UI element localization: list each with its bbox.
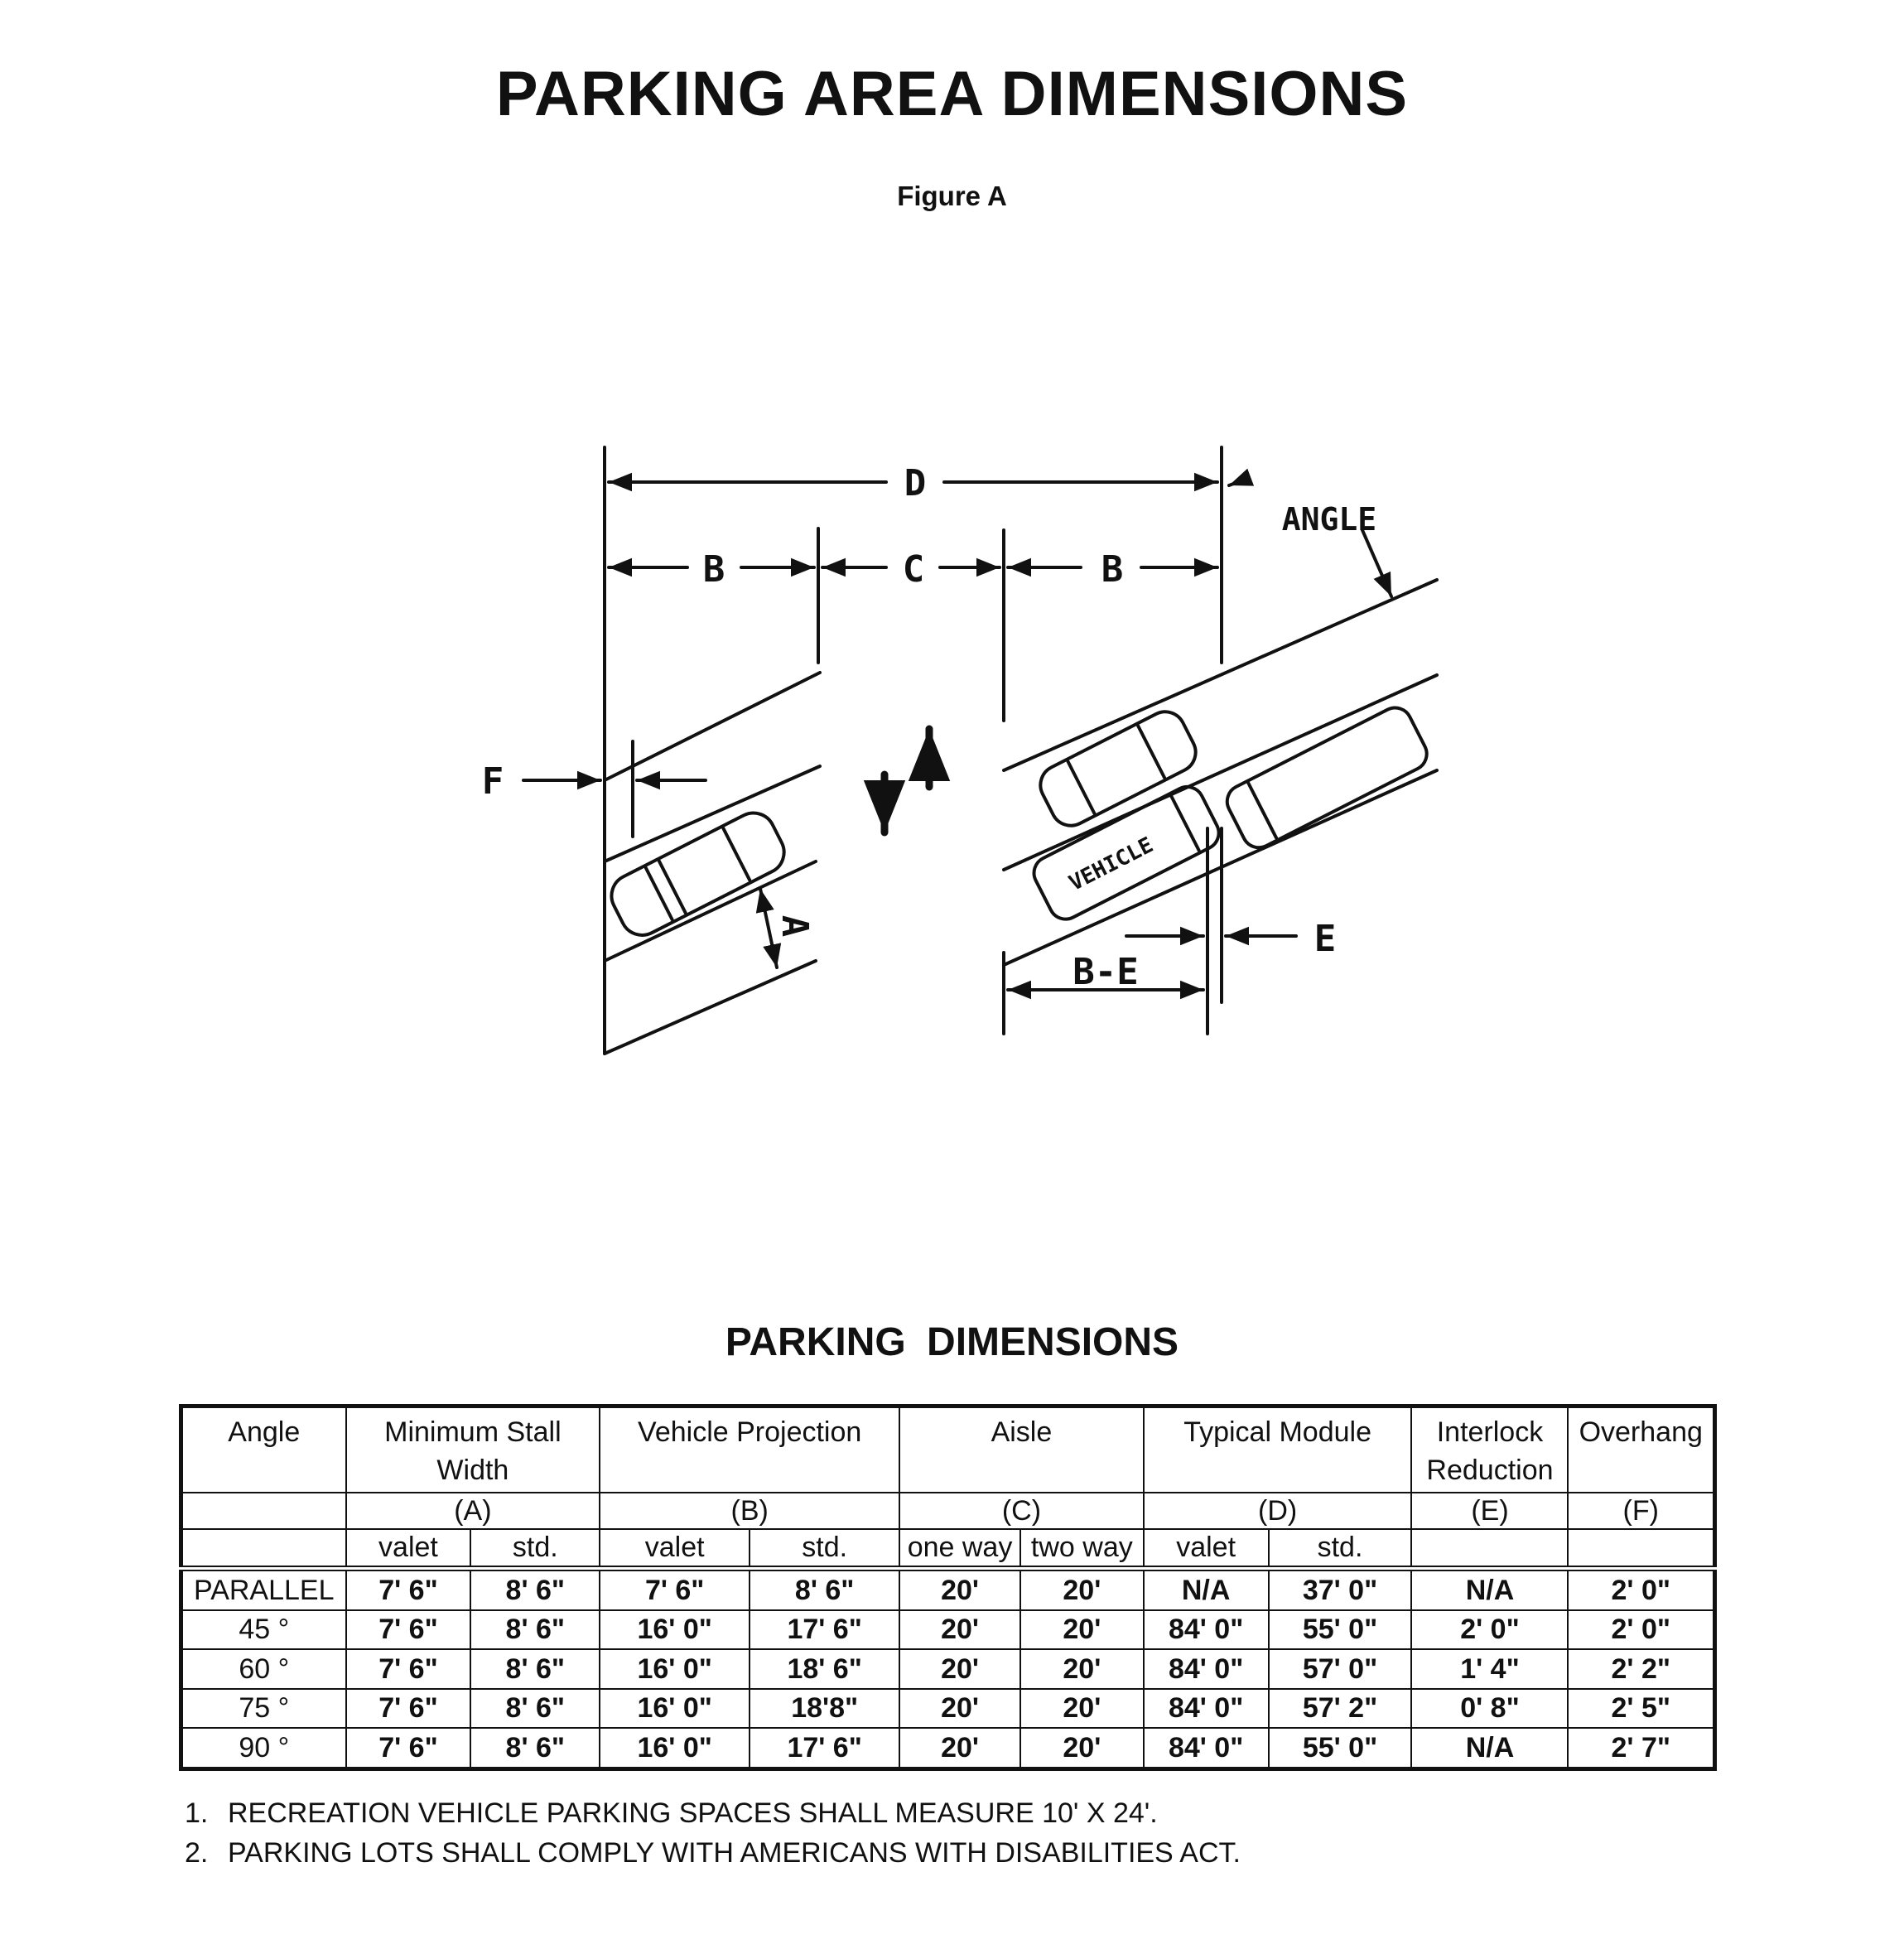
- cell-b-std: 8' 6": [750, 1569, 899, 1610]
- cell-b-std: 18' 6": [750, 1649, 899, 1689]
- col-header-module: Typical Module: [1144, 1406, 1412, 1493]
- cell-d-std: 57' 2": [1269, 1689, 1412, 1729]
- col-header-interlock: Interlock Reduction: [1411, 1406, 1568, 1493]
- col-header-angle: Angle: [181, 1406, 346, 1493]
- table-row: [181, 1649, 1715, 1689]
- dim-angle-arrow: [1362, 530, 1391, 596]
- cell-a-valet: 7' 6": [346, 1689, 471, 1729]
- notes-list: [185, 1793, 1241, 1873]
- cell-a-valet: 7' 6": [346, 1610, 471, 1650]
- cell-e: 2' 0": [1411, 1610, 1568, 1650]
- letter-f: (F): [1568, 1493, 1714, 1528]
- cell-e: N/A: [1411, 1569, 1568, 1610]
- cell-b-std: 18'8": [750, 1689, 899, 1729]
- parking-dimensions-table: [179, 1404, 1717, 1771]
- col-header-projection: Vehicle Projection: [600, 1406, 899, 1493]
- cell-c-two: 20': [1020, 1610, 1144, 1650]
- letter-b: (B): [600, 1493, 899, 1528]
- cell-d-std: 55' 0": [1269, 1610, 1412, 1650]
- cell-a-std: 8' 6": [470, 1689, 600, 1729]
- cell-a-valet: 7' 6": [346, 1569, 471, 1610]
- left-stall-line: [605, 673, 820, 780]
- cell-e: 0' 8": [1411, 1689, 1568, 1729]
- cell-a-std: 8' 6": [470, 1649, 600, 1689]
- cell-angle: 45 °: [181, 1610, 346, 1650]
- cell-c-one: 20': [899, 1649, 1020, 1689]
- cell-b-valet: 16' 0": [600, 1610, 750, 1650]
- cell-b-std: 17' 6": [750, 1610, 899, 1650]
- cell-f: 2' 7": [1568, 1728, 1714, 1768]
- col-header-stall-width: Minimum Stall Width: [346, 1406, 600, 1493]
- label-b-right: B: [1101, 548, 1124, 591]
- cell-e: N/A: [1411, 1728, 1568, 1768]
- cell-f: 2' 5": [1568, 1689, 1714, 1729]
- cell-b-valet: 7' 6": [600, 1569, 750, 1610]
- cell-f: 2' 2": [1568, 1649, 1714, 1689]
- label-angle: ANGLE: [1281, 501, 1377, 538]
- letter-c: (C): [899, 1493, 1144, 1528]
- dim-angle-leader: [1229, 480, 1242, 485]
- letter-d: (D): [1144, 1493, 1412, 1528]
- sub-two-way: two way: [1020, 1529, 1144, 1569]
- letter-row: [181, 1493, 1715, 1528]
- note-text: RECREATION VEHICLE PARKING SPACES SHALL MEASURE 10' X 24'.: [228, 1797, 1158, 1829]
- empty-cell: [1411, 1529, 1568, 1569]
- cell-angle: 90 °: [181, 1728, 346, 1768]
- cell-d-valet: 84' 0": [1144, 1689, 1269, 1729]
- empty-cell: [181, 1493, 346, 1528]
- note-item: [185, 1793, 1241, 1833]
- letter-a: (A): [346, 1493, 600, 1528]
- label-b-minus-e: B-E: [1073, 951, 1139, 993]
- page-title: PARKING AREA DIMENSIONS: [495, 59, 1409, 129]
- sub-valet: valet: [346, 1529, 471, 1569]
- cell-d-std: 37' 0": [1269, 1569, 1412, 1610]
- table-row: [181, 1569, 1715, 1610]
- col-header-overhang: Overhang: [1568, 1406, 1714, 1493]
- cell-c-one: 20': [899, 1569, 1020, 1610]
- note-item: [185, 1833, 1241, 1873]
- cell-a-std: 8' 6": [470, 1569, 600, 1610]
- cell-c-two: 20': [1020, 1728, 1144, 1768]
- cell-a-std: 8' 6": [470, 1728, 600, 1768]
- label-f: F: [481, 760, 504, 803]
- sub-std: std.: [750, 1529, 899, 1569]
- note-number: 1.: [185, 1797, 209, 1829]
- cell-b-valet: 16' 0": [600, 1649, 750, 1689]
- car-right-upper: [1034, 705, 1203, 832]
- cell-c-one: 20': [899, 1610, 1020, 1650]
- cell-b-valet: 16' 0": [600, 1689, 750, 1729]
- cell-b-valet: 16' 0": [600, 1728, 750, 1768]
- cell-c-two: 20': [1020, 1689, 1144, 1729]
- label-vehicle: VEHICLE: [1065, 832, 1158, 896]
- label-d: D: [904, 462, 927, 504]
- empty-cell: [1568, 1529, 1714, 1569]
- left-stall-line: [605, 961, 816, 1054]
- label-a: A: [774, 914, 816, 938]
- sub-std: std.: [1269, 1529, 1412, 1569]
- cell-d-std: 57' 0": [1269, 1649, 1412, 1689]
- cell-c-two: 20': [1020, 1569, 1144, 1610]
- cell-a-valet: 7' 6": [346, 1649, 471, 1689]
- cell-d-std: 55' 0": [1269, 1728, 1412, 1768]
- sub-std: std.: [470, 1529, 600, 1569]
- cell-c-one: 20': [899, 1689, 1020, 1729]
- sub-valet: valet: [1144, 1529, 1269, 1569]
- cell-d-valet: 84' 0": [1144, 1649, 1269, 1689]
- note-number: 2.: [185, 1837, 209, 1869]
- cell-d-valet: N/A: [1144, 1569, 1269, 1610]
- empty-cell: [181, 1529, 346, 1569]
- cell-a-valet: 7' 6": [346, 1728, 471, 1768]
- left-stall-line: [605, 861, 816, 961]
- header-row: [181, 1406, 1715, 1493]
- col-header-aisle: Aisle: [899, 1406, 1144, 1493]
- table-title: PARKING DIMENSIONS: [725, 1320, 1179, 1364]
- table-row: [181, 1610, 1715, 1650]
- cell-angle: 75 °: [181, 1689, 346, 1729]
- cell-a-std: 8' 6": [470, 1610, 600, 1650]
- table-row: [181, 1728, 1715, 1768]
- letter-e: (E): [1411, 1493, 1568, 1528]
- table-row: [181, 1689, 1715, 1729]
- cell-angle: PARALLEL: [181, 1569, 346, 1610]
- sub-one-way: one way: [899, 1529, 1020, 1569]
- figure-caption: Figure A: [897, 181, 1007, 211]
- sub-valet: valet: [600, 1529, 750, 1569]
- label-e: E: [1314, 918, 1337, 960]
- cell-e: 1' 4": [1411, 1649, 1568, 1689]
- cell-c-one: 20': [899, 1728, 1020, 1768]
- cell-b-std: 17' 6": [750, 1728, 899, 1768]
- cell-d-valet: 84' 0": [1144, 1610, 1269, 1650]
- cell-d-valet: 84' 0": [1144, 1728, 1269, 1768]
- cell-c-two: 20': [1020, 1649, 1144, 1689]
- cell-f: 2' 0": [1568, 1569, 1714, 1610]
- label-b-left: B: [702, 548, 725, 591]
- subheader-row: [181, 1529, 1715, 1569]
- note-text: PARKING LOTS SHALL COMPLY WITH AMERICANS WITH DISABILITIES ACT.: [228, 1837, 1241, 1869]
- label-c: C: [902, 548, 925, 591]
- cell-f: 2' 0": [1568, 1610, 1714, 1650]
- cell-angle: 60 °: [181, 1649, 346, 1689]
